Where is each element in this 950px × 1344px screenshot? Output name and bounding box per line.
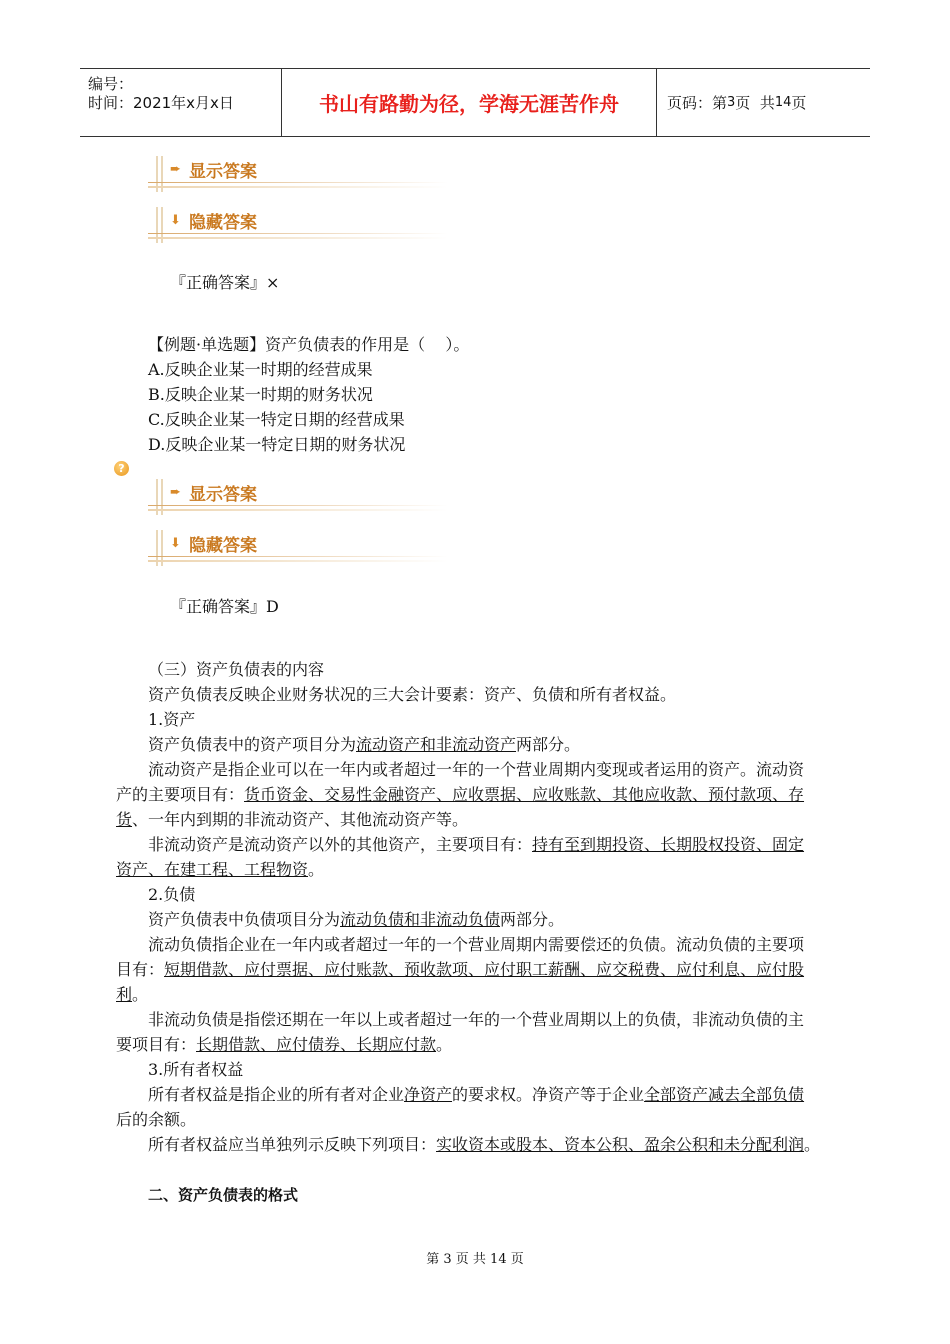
hide-answer-button[interactable] [148,530,458,566]
q1-correct-answer: 『正确答案』× [170,273,280,292]
liabilities-paragraph-1: 资产负债表中负债项目分为流动负债和非流动负债两部分。 [148,910,565,929]
assets-paragraph-3-line-2: 资产、在建工程、工程物资。 [116,860,325,879]
assets-paragraph-2-line-1: 流动资产是指企业可以在一年内或者超过一年的一个营业周期内变现或者运用的资产。流动资 [148,760,805,779]
hide-answer-button[interactable] [148,207,458,243]
equity-paragraph-1-line-2: 后的余额。 [116,1110,197,1129]
liabilities-paragraph-3-line-1: 非流动负债是指偿还期在一年以上或者超过一年的一个营业周期以上的负债，非流动负债的主 [148,1010,805,1029]
show-answer-label: 显示答案 [189,485,257,505]
q2-correct-answer: 『正确答案』D [170,597,279,616]
liabilities-title: 2.负债 [148,885,196,904]
serial-label: 编号： [88,75,134,93]
header-meta [80,69,282,136]
page-prefix: 页码：第 [667,94,728,112]
assets-title: 1.资产 [148,710,196,729]
section-2-title: 二、资产负债表的格式 [148,1186,299,1204]
assets-paragraph-2-line-2: 产的主要项目有：货币资金、交易性金融资产、应收票据、应收账款、其他应收款、预付款项、存 [116,785,805,804]
intro-paragraph: 资产负债表反映企业财务状况的三大会计要素：资产、负债和所有者权益。 [148,685,677,704]
assets-paragraph-1: 资产负债表中的资产项目分为流动资产和非流动资产两部分。 [148,735,581,754]
equity-paragraph-2: 所有者权益应当单独列示反映下列项目：实收资本或股本、资本公积、盈余公积和未分配利润。 [148,1135,821,1154]
q2-option-a: A.反映企业某一时期的经营成果 [148,360,373,379]
show-answer-button[interactable] [148,479,458,515]
show-answer-button[interactable] [148,156,458,192]
arrow-right-icon: ➨ [170,162,181,177]
liabilities-paragraph-2-line-3: 利。 [116,985,149,1004]
q2-stem: 【例题·单选题】资产负债表的作用是（ ）。 [148,335,470,354]
page-mid: 页 共 [735,94,775,112]
hide-answer-label: 隐藏答案 [189,213,257,233]
liabilities-paragraph-2-line-2: 目有：短期借款、应付票据、应付账款、预收款项、应付职工薪酬、应交税费、应付利息、应付股 [116,960,805,979]
page-total: 14 [774,95,792,110]
help-icon[interactable]: ? [114,461,129,476]
motto: 书山有路勤为径，学海无涯苦作舟 [282,69,657,136]
page-number: 3 [727,95,736,110]
page-footer: 第 3 页 共 14 页 [426,1252,524,1267]
arrow-right-icon: ➨ [170,485,181,500]
q2-option-d: D.反映企业某一特定日期的财务状况 [148,435,406,454]
page-header [80,68,870,137]
arrow-down-icon: ⬇ [170,213,181,228]
assets-paragraph-3-line-1: 非流动资产是流动资产以外的其他资产，主要项目有：持有至到期投资、长期股权投资、固定 [148,835,805,854]
show-answer-label: 显示答案 [189,162,257,182]
hide-answer-label: 隐藏答案 [189,536,257,556]
arrow-down-icon: ⬇ [170,536,181,551]
liabilities-paragraph-3-line-2: 要项目有：长期借款、应付债券、长期应付款。 [116,1035,453,1054]
section-heading: （三）资产负债表的内容 [148,660,325,679]
equity-title: 3.所有者权益 [148,1060,244,1079]
header-page-info [657,69,870,136]
q2-option-c: C.反映企业某一特定日期的经营成果 [148,410,405,429]
liabilities-paragraph-2-line-1: 流动负债指企业在一年内或者超过一年的一个营业周期内需要偿还的负债。流动负债的主要项 [148,935,805,954]
assets-paragraph-2-line-3: 货、一年内到期的非流动资产、其他流动资产等。 [116,810,469,829]
page-suffix: 页 [791,94,807,112]
equity-paragraph-1-line-1: 所有者权益是指企业的所有者对企业净资产的要求权。净资产等于企业全部资产减去全部负债 [148,1085,805,1104]
q2-option-b: B.反映企业某一时期的财务状况 [148,385,373,404]
time-label: 时间：2021年x月x日 [88,94,234,112]
